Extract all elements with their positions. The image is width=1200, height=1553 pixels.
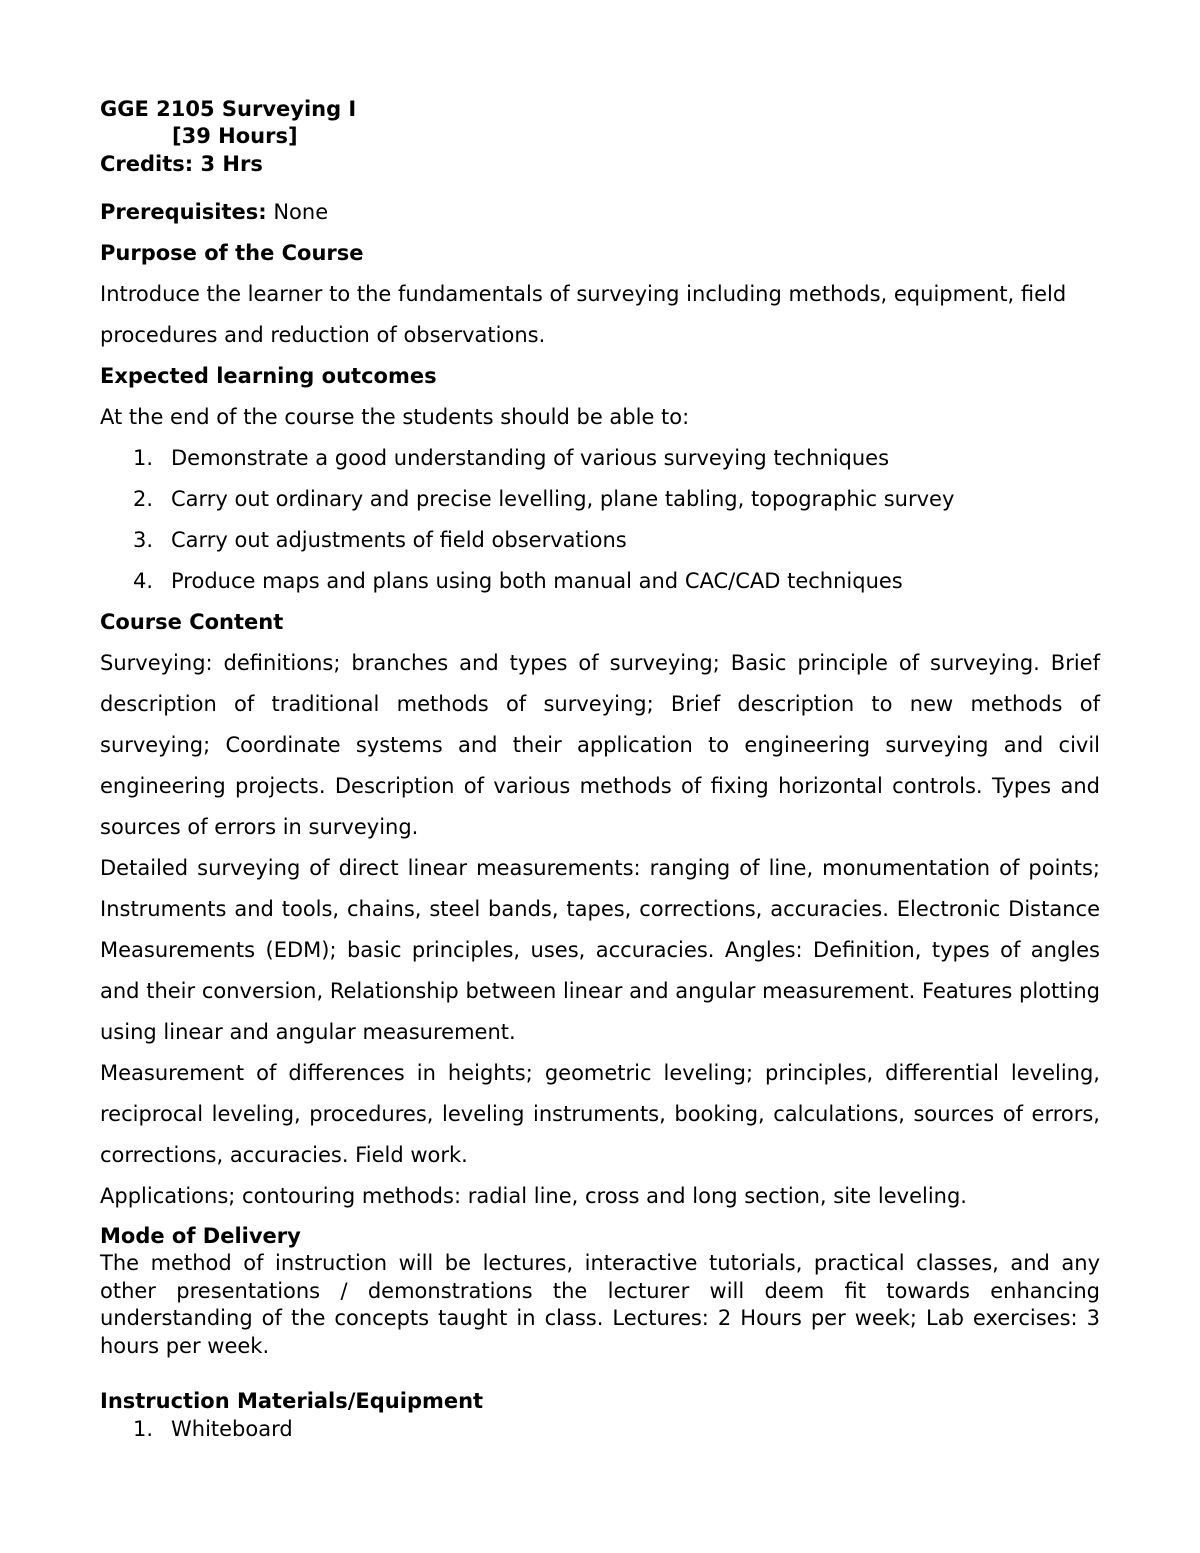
materials-list [100, 1415, 1100, 1443]
list-item-number: 3. [133, 528, 154, 552]
materials-heading: Instruction Materials/Equipment [100, 1389, 484, 1413]
delivery-heading: Mode of Delivery [100, 1224, 301, 1248]
course-credits: Credits: 3 Hrs [100, 152, 263, 176]
list-item [100, 561, 1100, 602]
content-paragraph: Detailed surveying of direct linear measurements: ranging of line, monumentation of points; Instruments and tools, chains, steel bands, tapes, corrections, accuracies. Electronic Distance Measurements (EDM); basic principles, uses, accuracies. Angles: Definition, types of angles and their conversion, Relationship between linear and angular measurement. Features plotting using linear and angular measurement. [100, 856, 1100, 1044]
content-paragraph: Measurement of differences in heights; geometric leveling; principles, differential leveling, reciprocal leveling, procedures, leveling instruments, booking, calculations, sources of errors, corrections, accuracies. Field work. [100, 1061, 1100, 1167]
prerequisites-line [100, 192, 1100, 233]
outcomes-heading: Expected learning outcomes [100, 364, 437, 388]
content-paragraph: Applications; contouring methods: radial line, cross and long section, site leveling. [100, 1184, 967, 1208]
list-item-number: 1. [133, 1417, 154, 1441]
purpose-text: Introduce the learner to the fundamentals of surveying including methods, equipment, field procedures and reduction of observations. [100, 282, 1067, 347]
content-heading: Course Content [100, 610, 284, 634]
list-item [100, 520, 1100, 561]
prerequisites-value: None [273, 200, 329, 224]
list-item [100, 438, 1100, 479]
course-hours: [39 Hours] [172, 124, 298, 148]
list-item-number: 2. [133, 487, 154, 511]
list-item-number: 1. [133, 446, 154, 470]
document-page [100, 96, 1100, 1443]
list-item-text: Carry out ordinary and precise levelling, plane tabling, topographic survey [171, 487, 955, 511]
content-paragraph: Surveying: definitions; branches and types of surveying; Basic principle of surveying. Brief description of traditional methods of surveying; Brief description to new methods of surveying; Coordinate systems and their application to engineering surveying and civil engineering projects. Description of various methods of fixing horizontal controls. Types and sources of errors in surveying. [100, 651, 1100, 839]
list-item [100, 479, 1100, 520]
list-item-number: 4. [133, 569, 154, 593]
list-item-text: Carry out adjustments of field observations [171, 528, 627, 552]
course-title: GGE 2105 Surveying I [100, 97, 357, 121]
list-item-text: Demonstrate a good understanding of various surveying techniques [171, 446, 890, 470]
list-item-text: Whiteboard [171, 1417, 293, 1441]
list-item-text: Produce maps and plans using both manual and CAC/CAD techniques [171, 569, 903, 593]
prerequisites-label: Prerequisites: [100, 200, 267, 224]
list-item [100, 1415, 1100, 1443]
delivery-text: The method of instruction will be lectures, interactive tutorials, practical classes, and any other presentations / demonstrations the lecturer will deem fit towards enhancing understanding of the concepts taught in class. Lectures: 2 Hours per week; Lab exercises: 3 hours per week. [100, 1251, 1100, 1358]
outcomes-intro: At the end of the course the students should be able to: [100, 405, 690, 429]
purpose-heading: Purpose of the Course [100, 241, 364, 265]
outcomes-list [100, 438, 1100, 602]
